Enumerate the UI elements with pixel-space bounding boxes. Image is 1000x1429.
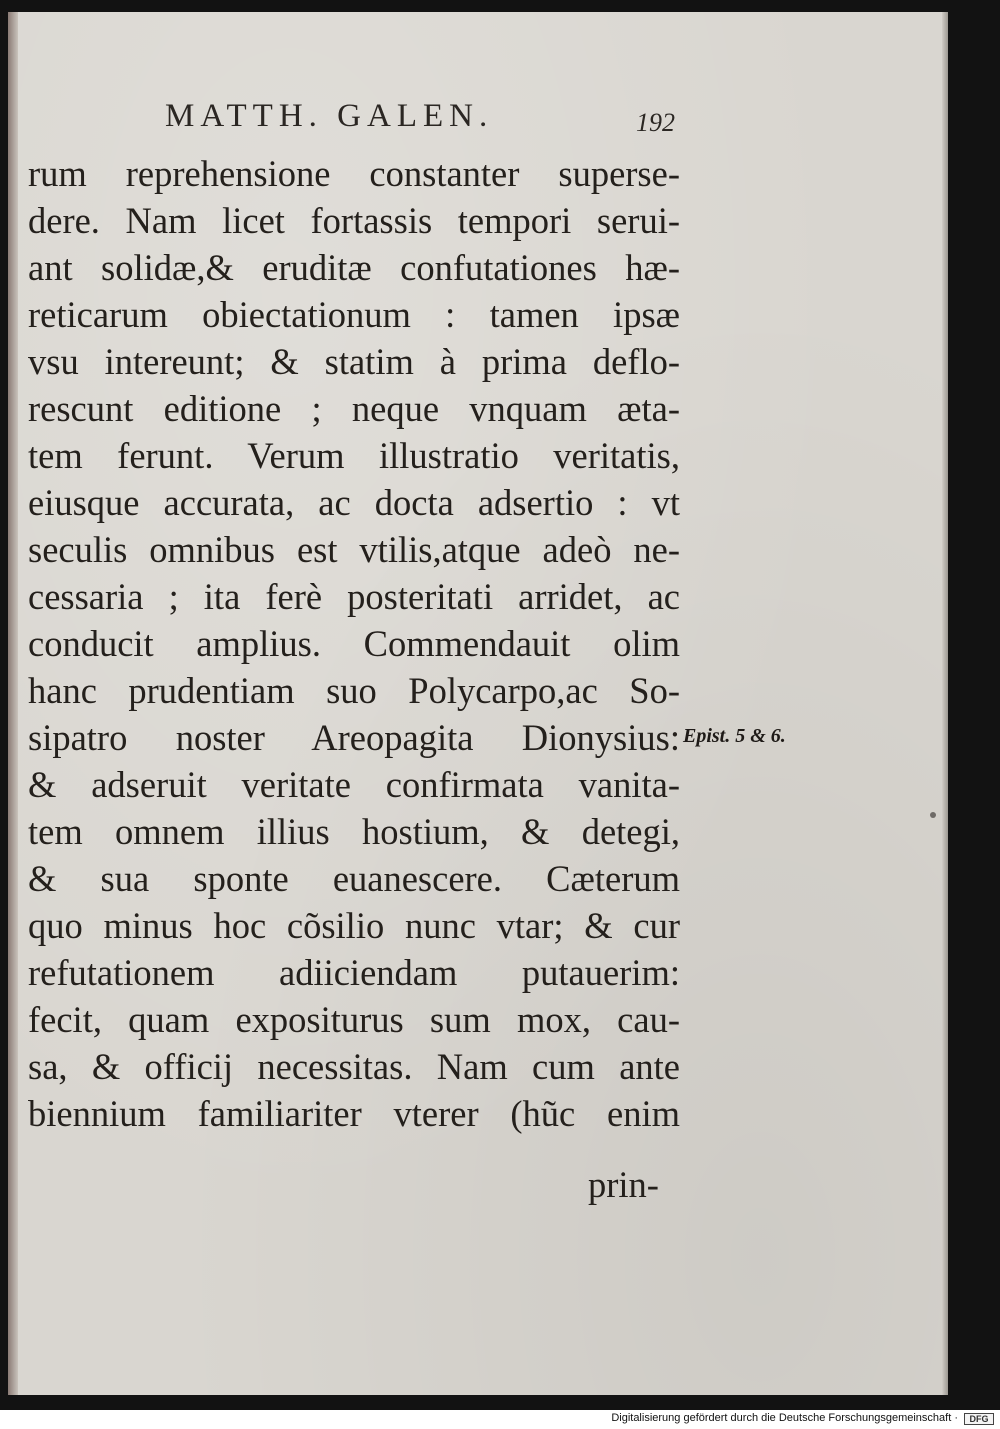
text-line: & adseruit veritate confirmata vanita- <box>28 764 680 805</box>
page-number: 192 <box>636 108 675 137</box>
text-line: rum reprehensione constanter superse- <box>28 153 680 194</box>
paper-speck <box>930 812 936 818</box>
text-line: biennium familiariter vterer (hũc enim <box>28 1093 680 1134</box>
text-line: cessaria ; ita ferè posteritati arridet, ac <box>28 576 680 617</box>
dfg-logo: DFG <box>964 1413 994 1425</box>
running-title: MATTH. GALEN. <box>165 98 494 134</box>
marginal-annotation: Epist. 5 & 6. <box>683 725 786 747</box>
body-text <box>28 150 680 1137</box>
text-line: dere. Nam licet fortassis tempori serui- <box>28 200 680 241</box>
text-line: seculis omnibus est vtilis,atque adeò ne- <box>28 529 680 570</box>
text-line: conducit amplius. Commendauit olim <box>28 623 680 664</box>
funding-notice: Digitalisierung gefördert durch die Deutsche Forschungsgemeinschaft · <box>611 1412 958 1424</box>
text-line: vsu intereunt; & statim à prima deflo- <box>28 341 680 382</box>
text-line: rescunt editione ; neque vnquam æta- <box>28 388 680 429</box>
text-line: tem omnem illius hostium, & detegi, <box>28 811 680 852</box>
text-line: ant solidæ,& eruditæ confutationes hæ- <box>28 247 680 288</box>
text-line: reticarum obiectationum : tamen ipsæ <box>28 294 680 335</box>
text-line: hanc prudentiam suo Polycarpo,ac So- <box>28 670 680 711</box>
text-line: tem ferunt. Verum illustratio veritatis, <box>28 435 680 476</box>
text-line: sa, & officij necessitas. Nam cum ante <box>28 1046 680 1087</box>
page-edge-left <box>8 12 18 1395</box>
text-line: refutationem adiiciendam putauerim: <box>28 952 680 993</box>
text-line: eiusque accurata, ac docta adsertio : vt <box>28 482 680 523</box>
text-line: quo minus hoc cõsilio nunc vtar; & cur <box>28 905 680 946</box>
text-line: & sua sponte euanescere. Cæterum <box>28 858 680 899</box>
page-edge-right <box>942 12 948 1395</box>
footer-bar <box>0 1410 1000 1429</box>
text-line: fecit, quam expositurus sum mox, cau- <box>28 999 680 1040</box>
text-line: sipatro noster Areopagita Dionysius: <box>28 717 680 758</box>
catchword: prin- <box>588 1164 659 1205</box>
